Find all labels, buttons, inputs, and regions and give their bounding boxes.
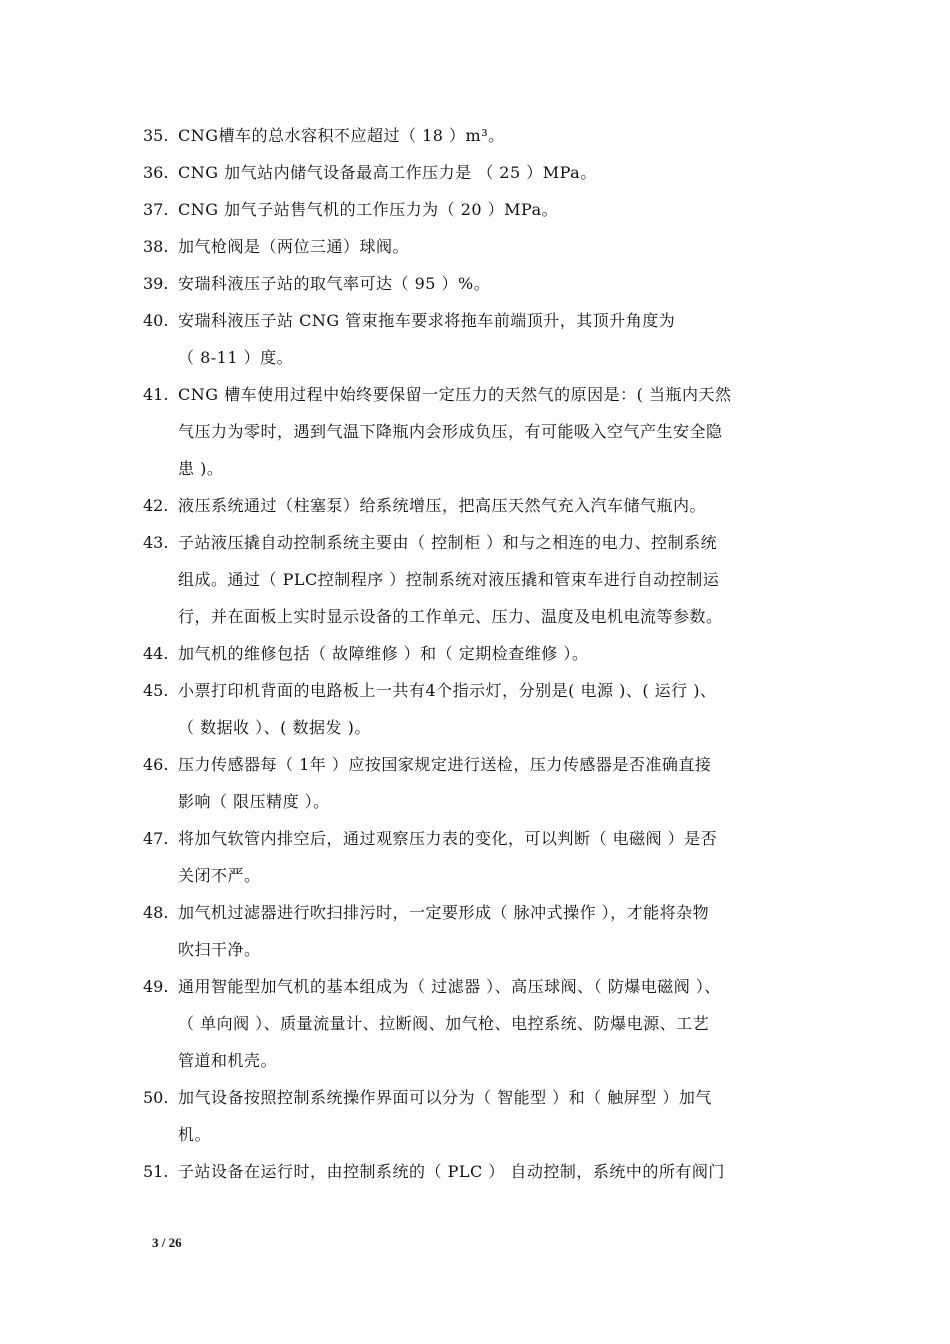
question-text-line: 加气设备按照控制系统操作界面可以分为（ 智能型 ）和（ 触屏型 ）加气 bbox=[178, 1088, 712, 1107]
question-text-line: 安瑞科液压子站的取气率可达（ 95 ）%。 bbox=[178, 274, 491, 293]
question-text-line: 液压系统通过（柱塞泵）给系统增压，把高压天然气充入汽车储气瓶内。 bbox=[178, 496, 707, 515]
question-item bbox=[143, 635, 808, 672]
question-number: 47. bbox=[143, 829, 169, 848]
question-text bbox=[178, 672, 808, 746]
question-number: 43. bbox=[143, 533, 169, 552]
page-number: 3 / 26 bbox=[152, 1235, 182, 1250]
question-item bbox=[143, 154, 808, 191]
question-text-line: 组成。通过（ PLC控制程序 ）控制系统对液压撬和管束车进行自动控制运 bbox=[178, 570, 720, 589]
question-number: 41. bbox=[143, 385, 169, 404]
question-item bbox=[143, 487, 808, 524]
question-text bbox=[178, 524, 808, 635]
question-item bbox=[143, 191, 808, 228]
question-number: 39. bbox=[143, 274, 169, 293]
question-item bbox=[143, 1153, 808, 1190]
question-item bbox=[143, 672, 808, 746]
question-item bbox=[143, 265, 808, 302]
question-text bbox=[178, 1153, 808, 1190]
question-number: 45. bbox=[143, 681, 169, 700]
question-text-line: 加气机过滤器进行吹扫排污时，一定要形成（ 脉冲式操作 ），才能将杂物 bbox=[178, 903, 710, 922]
question-text-line: 加气机的维修包括（ 故障维修 ）和（ 定期检查维修 ）。 bbox=[178, 644, 589, 663]
question-item bbox=[143, 894, 808, 968]
question-number: 36. bbox=[143, 163, 169, 182]
question-text-line: 影响（ 限压精度 ）。 bbox=[178, 792, 330, 811]
question-text bbox=[178, 487, 808, 524]
question-text bbox=[178, 191, 808, 228]
question-text-line: 将加气软管内排空后，通过观察压力表的变化，可以判断（ 电磁阀 ）是否 bbox=[178, 829, 718, 848]
question-item bbox=[143, 1079, 808, 1153]
question-text-line: 通用智能型加气机的基本组成为（ 过滤器 ）、高压球阀、（ 防爆电磁阀 ）、 bbox=[178, 977, 721, 996]
question-text bbox=[178, 746, 808, 820]
question-number: 49. bbox=[143, 977, 169, 996]
question-text bbox=[178, 635, 808, 672]
question-item bbox=[143, 302, 808, 376]
question-number: 48. bbox=[143, 903, 169, 922]
question-text bbox=[178, 228, 808, 265]
question-text bbox=[178, 154, 808, 191]
question-text bbox=[178, 302, 808, 376]
question-text-line: CNG 加气子站售气机的工作压力为（ 20 ）MPa。 bbox=[178, 200, 559, 219]
question-text-line: 气压力为零时，遇到气温下降瓶内会形成负压，有可能吸入空气产生安全隐 bbox=[178, 422, 723, 441]
question-number: 51. bbox=[143, 1162, 169, 1181]
question-text-line: 吹扫干净。 bbox=[178, 940, 261, 959]
question-item bbox=[143, 117, 808, 154]
question-text-line: 安瑞科液压子站 CNG 管束拖车要求将拖车前端顶升，其顶升角度为 bbox=[178, 311, 676, 330]
question-text bbox=[178, 1079, 808, 1153]
question-number: 44. bbox=[143, 644, 169, 663]
question-text-line: 压力传感器每（ 1年 ）应按国家规定进行送检，压力传感器是否准确直接 bbox=[178, 755, 712, 774]
question-text-line: CNG 加气站内储气设备最高工作压力是 （ 25 ）MPa。 bbox=[178, 163, 597, 182]
question-text-line: 患 )。 bbox=[178, 459, 224, 478]
question-text-line: （ 数据收 ）、( 数据发 )。 bbox=[178, 718, 371, 737]
question-text-line: 管道和机壳。 bbox=[178, 1051, 278, 1070]
question-text-line: 子站液压撬自动控制系统主要由（ 控制柜 ）和与之相连的电力、控制系统 bbox=[178, 533, 718, 552]
question-item bbox=[143, 524, 808, 635]
question-text-line: 机。 bbox=[178, 1125, 212, 1144]
question-text-line: 行，并在面板上实时显示设备的工作单元、压力、温度及电机电流等参数。 bbox=[178, 607, 723, 626]
question-text-line: 小票打印机背面的电路板上一共有4个指示灯，分别是( 电源 )、( 运行 )、 bbox=[178, 681, 717, 700]
question-number: 42. bbox=[143, 496, 169, 515]
question-number: 40. bbox=[143, 311, 169, 330]
question-number: 38. bbox=[143, 237, 169, 256]
question-number: 35. bbox=[143, 126, 169, 145]
question-text bbox=[178, 117, 808, 154]
question-text-line: 关闭不严。 bbox=[178, 866, 261, 885]
question-number: 50. bbox=[143, 1088, 169, 1107]
question-item bbox=[143, 228, 808, 265]
question-text bbox=[178, 968, 808, 1079]
question-text bbox=[178, 376, 808, 487]
question-text-line: （ 8-11 ）度。 bbox=[178, 348, 294, 367]
question-item bbox=[143, 968, 808, 1079]
question-text bbox=[178, 820, 808, 894]
question-text-line: CNG 槽车使用过程中始终要保留一定压力的天然气的原因是：( 当瓶内天然 bbox=[178, 385, 732, 404]
question-text-line: CNG槽车的总水容积不应超过（ 18 ）m³。 bbox=[178, 126, 505, 145]
question-text-line: 子站设备在运行时，由控制系统的（ PLC ） 自动控制，系统中的所有阀门 bbox=[178, 1162, 725, 1181]
question-item bbox=[143, 376, 808, 487]
question-text bbox=[178, 265, 808, 302]
question-text-line: 加气枪阀是（两位三通）球阀。 bbox=[178, 237, 410, 256]
question-item bbox=[143, 746, 808, 820]
question-number: 46. bbox=[143, 755, 169, 774]
question-list bbox=[143, 117, 808, 1190]
question-text-line: （ 单向阀 ）、质量流量计、拉断阀、加气枪、电控系统、防爆电源、工艺 bbox=[178, 1014, 710, 1033]
question-number: 37. bbox=[143, 200, 169, 219]
question-item bbox=[143, 820, 808, 894]
question-text bbox=[178, 894, 808, 968]
